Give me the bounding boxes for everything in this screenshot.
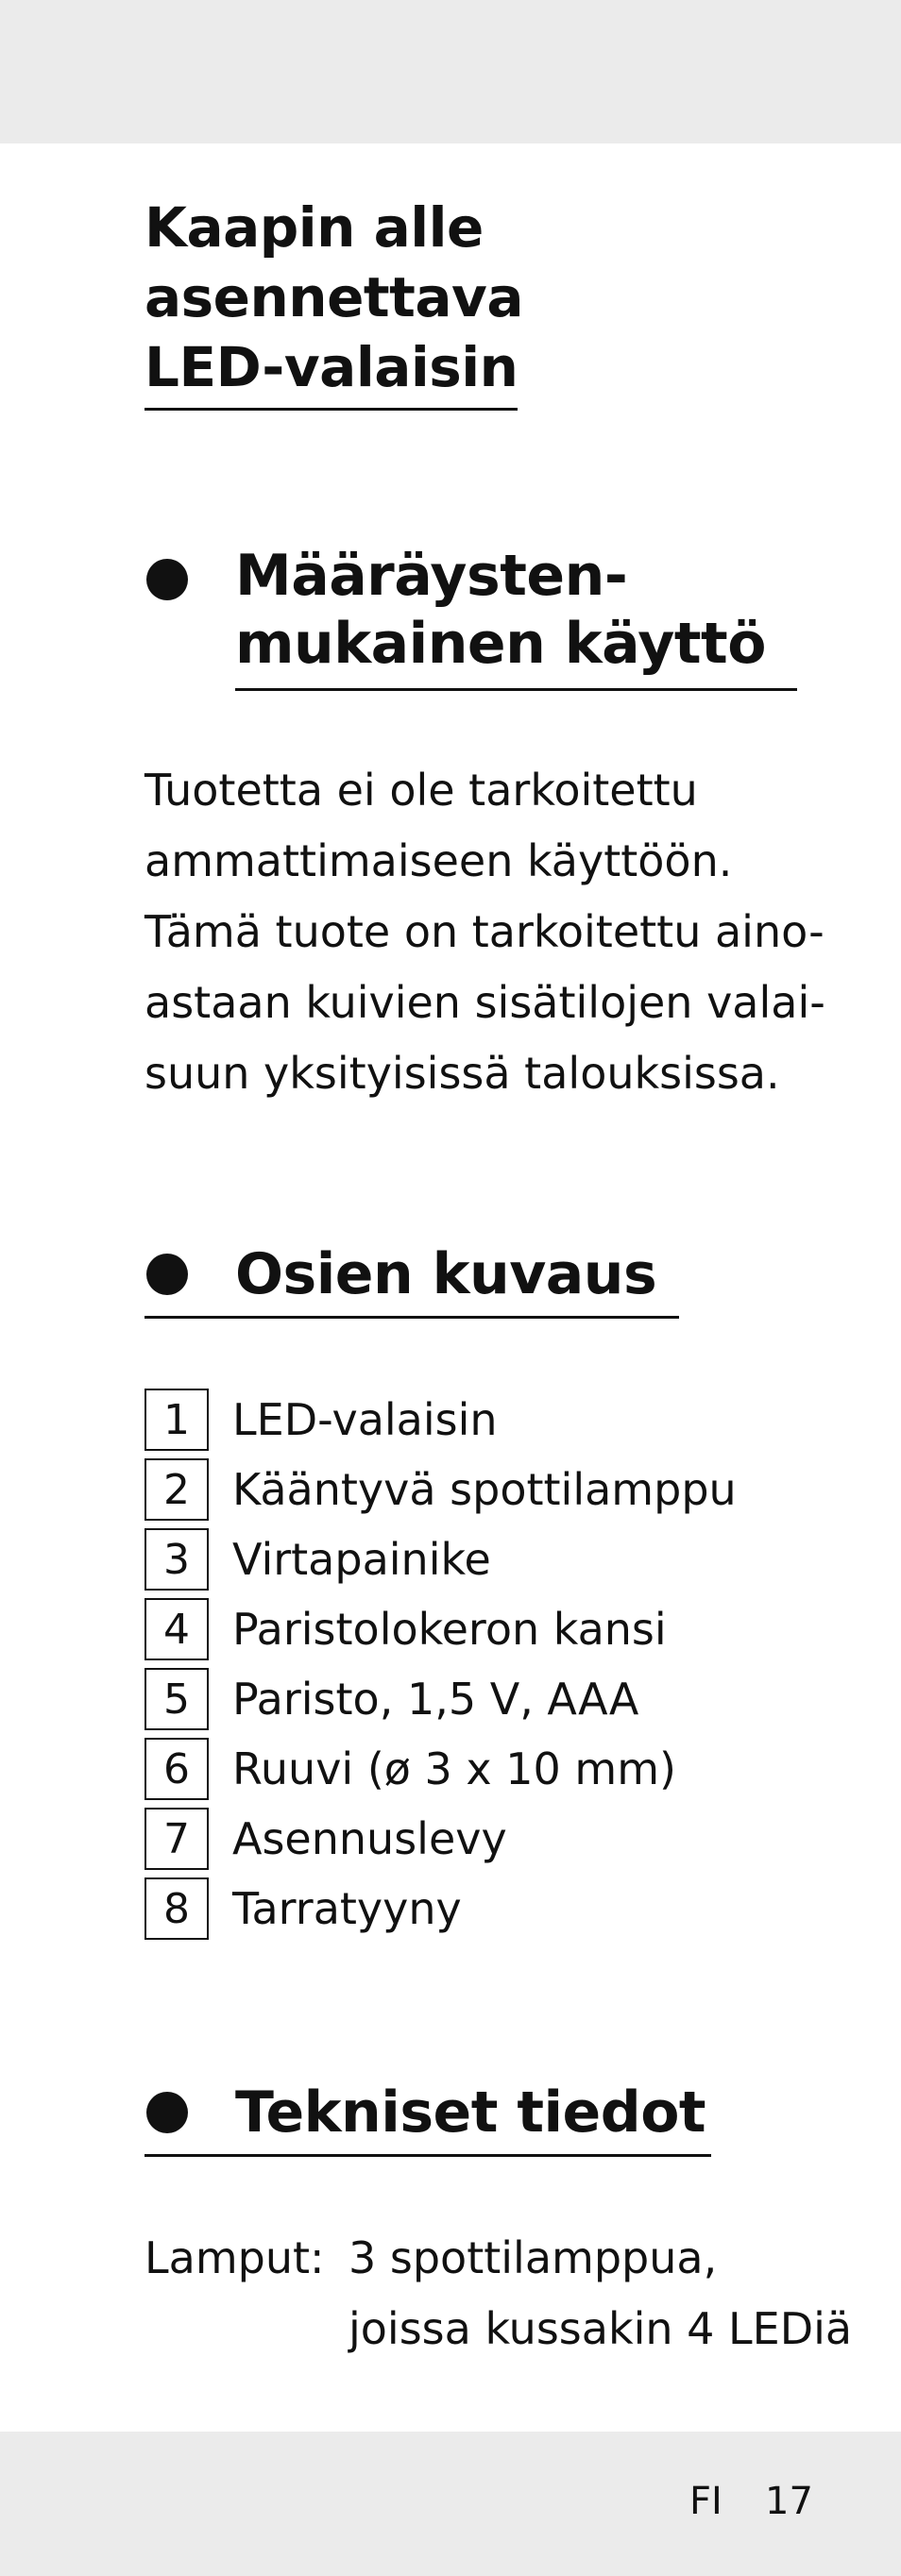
paragraph-line: ammattimaiseen käyttöön. [144,835,733,886]
paragraph-line: Tämä tuote on tarkoitettu aino- [144,906,824,957]
part-label: LED-valaisin [232,1394,498,1445]
part-number-box: 6 [144,1738,209,1800]
footer-language: FI [689,2480,722,2523]
part-label: Paristolokeron kansi [232,1604,667,1655]
section-bullet-icon [146,559,188,600]
part-label: Ruuvi (ø 3 x 10 mm) [232,1743,676,1794]
list-item [144,1594,737,1664]
spec-value-line-2: joissa kussakin 4 LEDiä [348,2303,853,2354]
page-number: 17 [765,2480,813,2523]
part-number-box: 4 [144,1598,209,1660]
part-label: Tarratyyny [232,1883,462,1934]
section-heading-parts: Osien kuvaus [235,1241,657,1307]
list-item [144,1455,737,1524]
intended-use-heading-line-1: Määräysten- [235,543,628,609]
list-item [144,1524,737,1594]
section-heading-technical: Tekniset tiedot [235,2079,706,2146]
list-item [144,1664,737,1734]
part-label: Paristo, 1,5 V, AAA [232,1674,639,1725]
document-title [144,193,523,411]
section-bullet-icon [146,1254,188,1295]
spec-value [348,2223,852,2365]
list-item [144,1385,737,1455]
part-number-box: 8 [144,1877,209,1940]
part-number-box: 1 [144,1389,209,1451]
part-label: Kääntyvä spottilamppu [232,1464,737,1515]
section-underline [144,2154,711,2157]
section-heading-intended-use [235,542,766,678]
list-item [144,1734,737,1804]
part-number-box: 7 [144,1808,209,1870]
intended-use-paragraph [144,755,825,1109]
section-underline [144,1316,679,1319]
intended-use-heading-line-2: mukainen käyttö [235,611,766,677]
title-line-1: Kaapin alle [144,195,484,260]
part-number-box: 3 [144,1528,209,1591]
section-bullet-icon [146,2092,188,2133]
header-band [0,0,901,143]
section-underline [235,688,797,691]
paragraph-line: Tuotetta ei ole tarkoitettu [144,765,698,816]
paragraph-line: astaan kuivien sisätilojen valai- [144,977,825,1028]
paragraph-line: suun yksityisissä talouksissa. [144,1048,780,1099]
title-line-2: asennettava [144,265,523,329]
spec-label: Lamput: [144,2232,325,2283]
list-item [144,1874,737,1944]
part-number-box: 2 [144,1458,209,1521]
list-item [144,1804,737,1874]
title-line-3: LED-valaisin [144,332,518,411]
parts-list [144,1385,737,1944]
part-label: Asennuslevy [232,1813,507,1864]
part-label: Virtapainike [232,1534,491,1585]
spec-value-line-1: 3 spottilamppua, [348,2232,718,2283]
part-number-box: 5 [144,1668,209,1730]
